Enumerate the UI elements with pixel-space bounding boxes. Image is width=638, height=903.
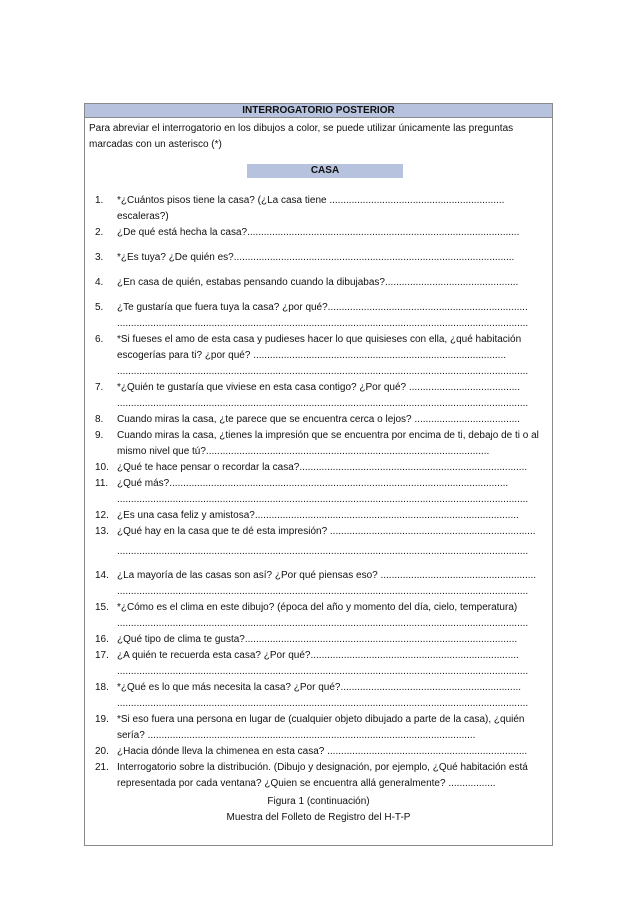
answer-line[interactable]: .................................................................................................................................................... <box>117 586 529 597</box>
figure-subcaption: Muestra del Folleto de Registro del H-T-P <box>226 812 411 823</box>
figure-caption: Figura 1 (continuación) <box>267 796 370 807</box>
answer-line[interactable]: .................................................................................................................................................... <box>117 546 529 557</box>
answer-line[interactable]: .................................................................................................................................................... <box>117 494 529 505</box>
answer-line[interactable]: .................................................................................................................................................... <box>117 666 529 677</box>
answer-line[interactable]: .................................................................................................................................................... <box>117 698 529 709</box>
intro-text: Para abreviar el interrogatorio en los dibujos a color, se puede utilizar únicamente las preguntas marcadas con un asterisco (*) <box>89 123 514 150</box>
answer-line[interactable]: .................................................................................................................................................... <box>117 366 529 377</box>
page-title: INTERROGATORIO POSTERIOR <box>85 104 552 118</box>
answer-line[interactable]: .................................................................................................................................................... <box>117 318 529 329</box>
form-frame: INTERROGATORIO POSTERIOR Para abreviar el interrogatorio en los dibujos a color, se puede utilizar únicamente las preguntas marcadas con un asterisco (*) CASA 1. *¿Cuántos pisos tiene la casa? (¿La casa tiene ............................................................... escaleras?) 2. ¿De qué está hecha la casa?.................................................................................................. 3. *¿Es tuya? ¿De quién es?..................................................................................................... 4. ¿En casa de quién, estabas pensando cuando la dibujabas?................................................ 5. ¿Te gustaría que fuera tuya la casa? ¿por qué?........................................................................ .................................................................................................................................................... 6. *Si fueses el amo de esta casa y pudieses hacer lo que quisieses con ella, ¿qué habitación escogerías para ti? ¿por qué? ........................................................................................... .................................................................................................................................................... 7. *¿Quién te gustaría que viviese en esta casa contigo? ¿Por qué? ........................................ .................................................................................................................................................... 8. Cuando miras la casa, ¿te parece que se encuentra cerca o lejos? ...................................... 9. Cuando miras la casa, ¿tienes la impresión que se encuentra por encima de ti, debajo de ti o al mismo nivel que tú?...................................................................................................... 10. ¿Qué te hace pensar o recordar la casa?.................................................................................. 11. ¿Qué más?.......................................................................................................................... .................................................................................................................................................... 12. ¿Es una casa feliz y amistosa?............................................................................................... 13. ¿Qué hay en la casa que te dé esta impresión? .......................................................................... .................................................................................................................................................... 14. ¿La mayoría de las casas son así? ¿Por qué piensas eso? ........................................................ .................................................................................................................................................... 15. *¿Cómo es el clima en este dibujo? (época del año y momento del día, cielo, temperatura) .................................................................................................................................................... 16. ¿Qué tipo de clima te gusta?.................................................................................................. 17. ¿A quién te recuerda esta casa? ¿Por qué?........................................................................... .................................................................................................................................................... 18. *¿Qué es lo que más necesita la casa? ¿Por qué?................................................................. .................................................................................................................................................... 19. *Si eso fuera una persona en lugar de (cualquier objeto dibujado a parte de la casa), ¿quién sería? ...................................................................................................................... 20. ¿Hacia dónde lleva la chimenea en esta casa? ........................................................................ 21. Interrogatorio sobre la distribución. (Dibujo y designación, por ejemplo, ¿Qué habitación está representada por cada ventana? ¿Quien se encuentra allá generalmente? ................. <box>84 103 553 846</box>
section-title: CASA <box>247 164 403 178</box>
answer-line[interactable]: .................................................................................................................................................... <box>117 398 529 409</box>
answer-line[interactable]: .................................................................................................................................................... <box>117 618 529 629</box>
